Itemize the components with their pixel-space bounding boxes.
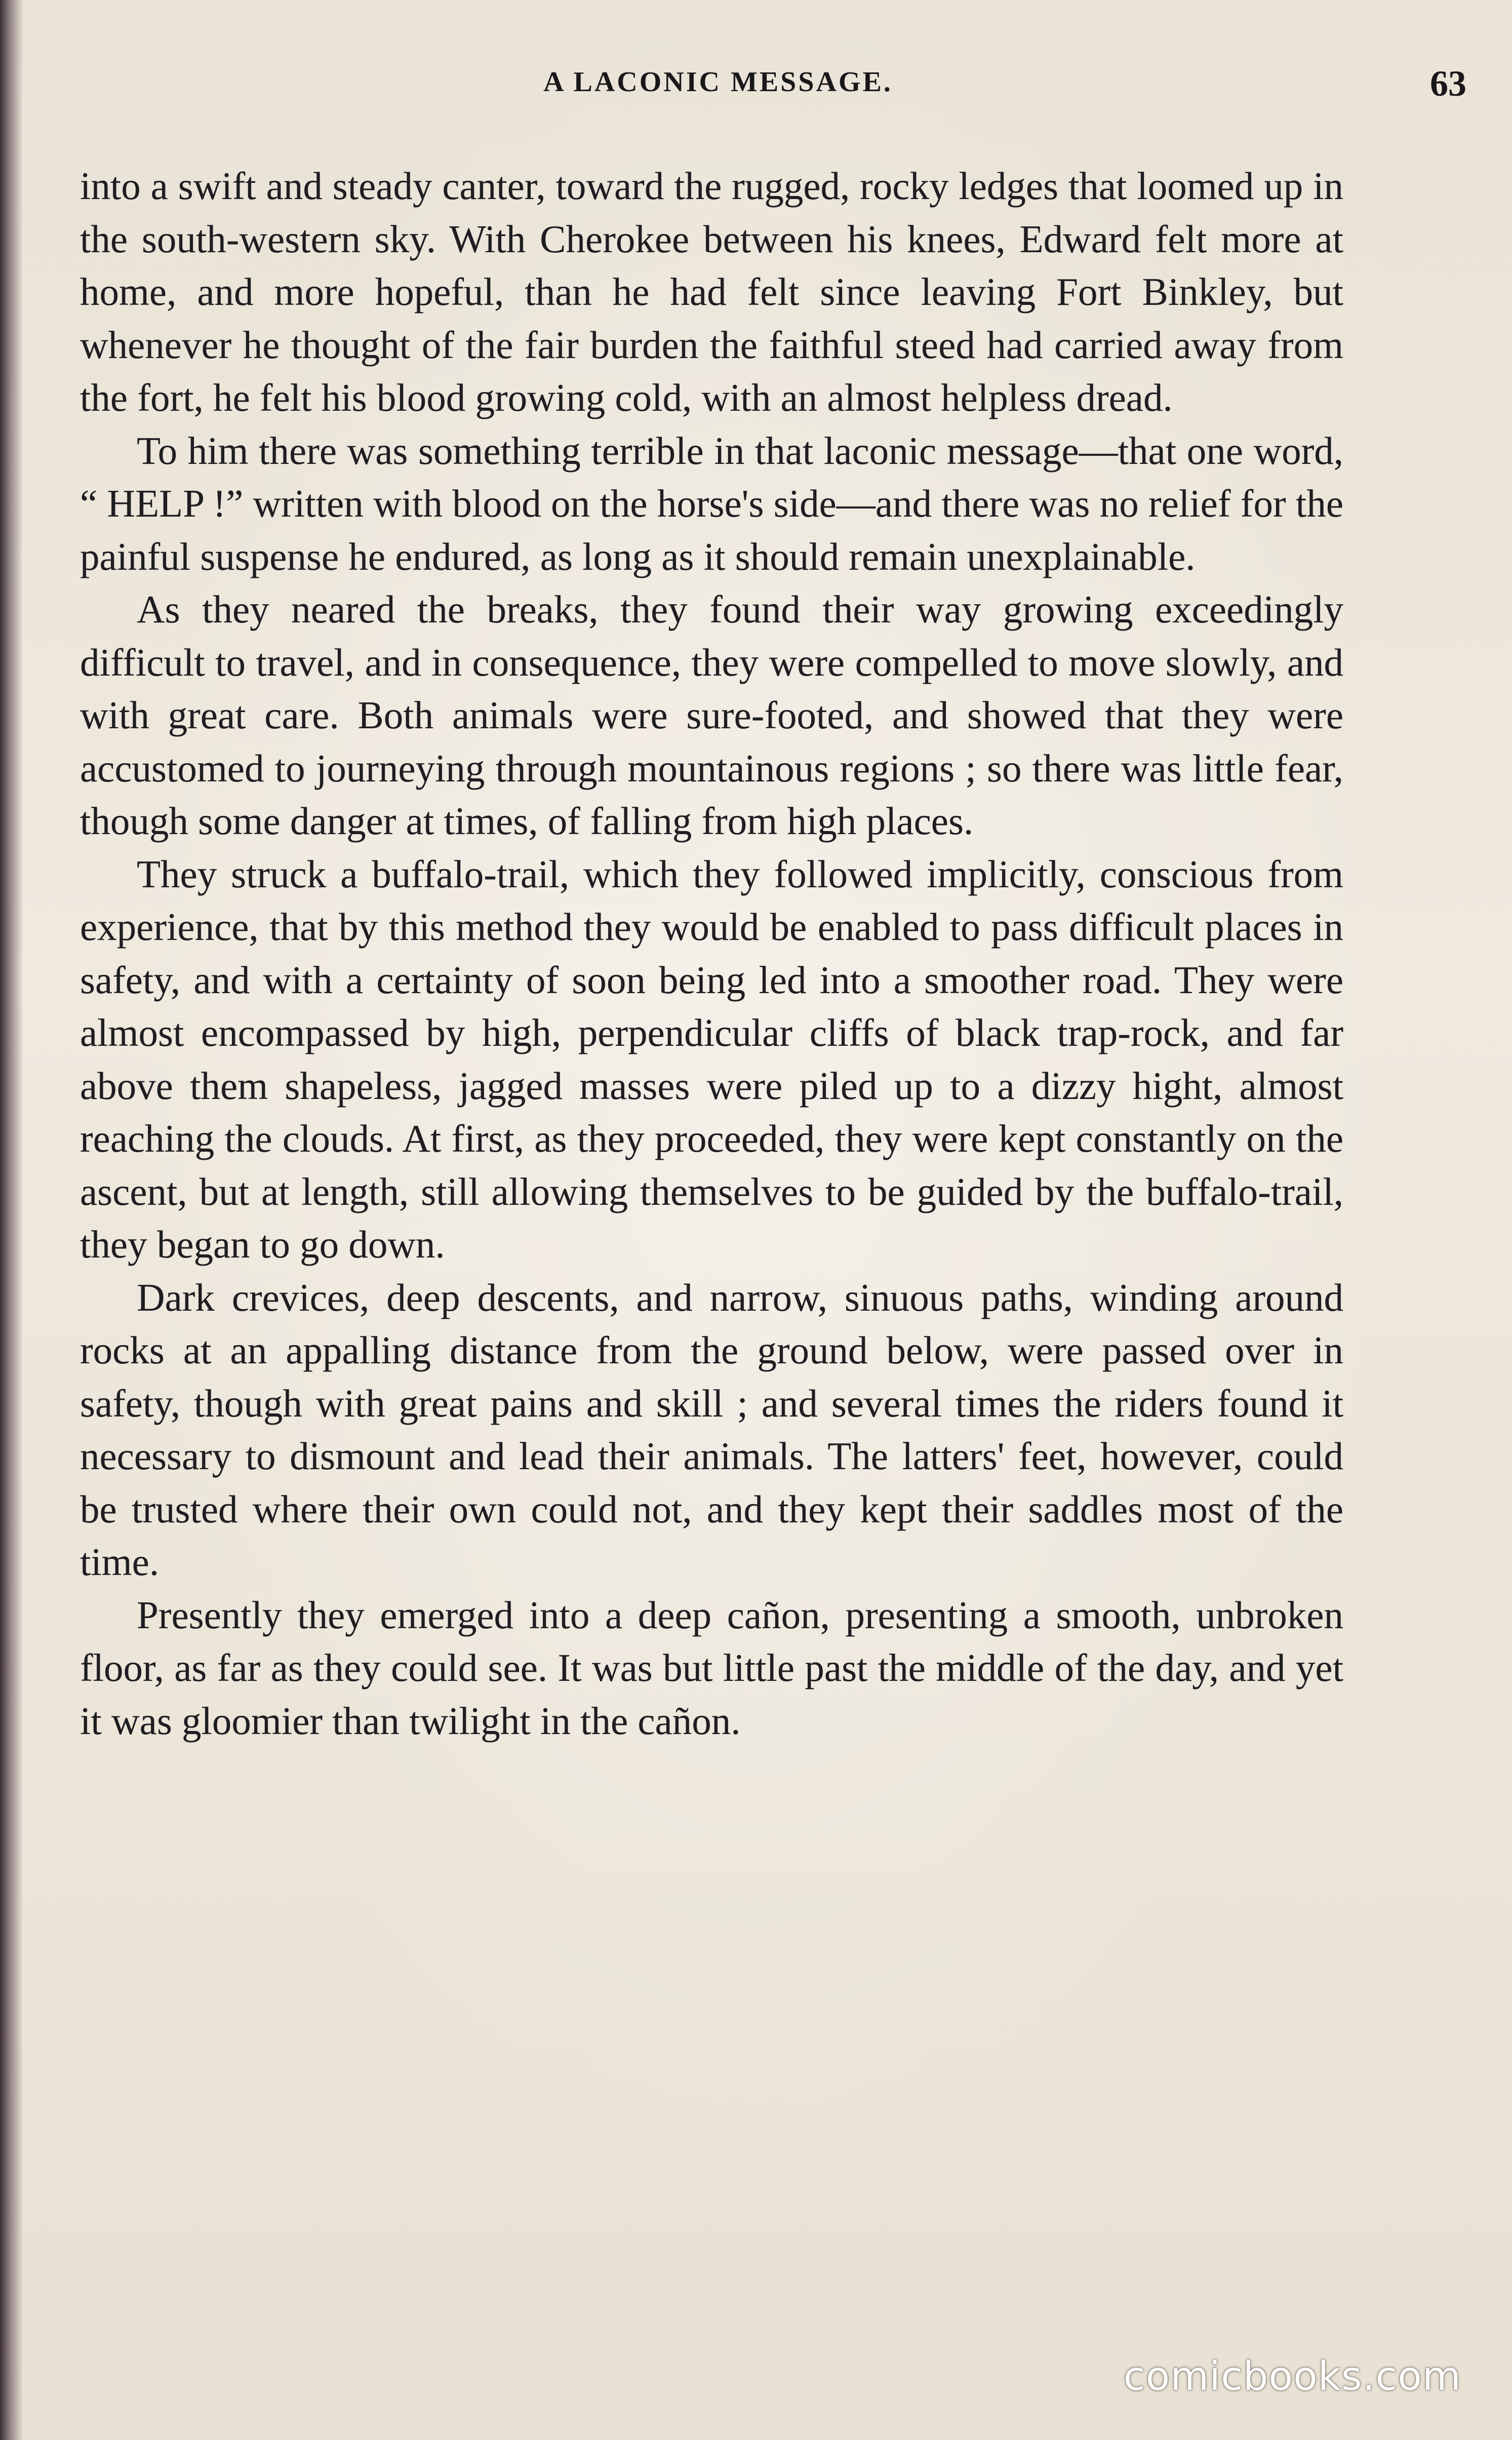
- page-gutter-shadow: [0, 0, 23, 2440]
- watermark: comicbooks.com: [1123, 2354, 1461, 2399]
- paragraph-4: They struck a buffalo-trail, which they followed implicitly, conscious from experience, that by this method they would be enabled to pass difficult places in safety, and with a certainty of soon being led into a smoother road. They were almost encompassed by high, perpendicular cliffs of black trap-rock, and far above them shapeless, jagged masses were piled up to a dizzy hight, almost reaching the clouds. At first, as they proceeded, they were kept constantly on the ascent, but at length, still allowing themselves to be guided by the buffalo-trail, they began to go down.: [80, 852, 1343, 1266]
- paragraph-3: As they neared the breaks, they found their way growing exceedingly difficult to travel, and in consequence, they were compelled to move slowly, and with great care. Both animals were sure-footed, and showed that they were accustomed to journeying through mountainous regions ; so there was little fear, though some danger at times, of falling from high places.: [80, 587, 1343, 843]
- paragraph-5: Dark crevices, deep descents, and narrow, sinuous paths, winding around rocks at an appalling distance from the ground below, were passed over in safety, though with great pains and skill ; and several times the riders found it necessary to dismount and lead their animals. The latters' feet, however, could be trusted where their own could not, and they kept their saddles most of the time.: [80, 1275, 1343, 1584]
- body-text: [80, 160, 1343, 1747]
- paragraph-1: into a swift and steady canter, toward the rugged, rocky ledges that loomed up in the south-western sky. With Cherokee between his knees, Edward felt more at home, and more hopeful, than he had felt since leaving Fort Binkley, but whenever he thought of the fair burden the faithful steed had carried away from the fort, he felt his blood growing cold, with an almost helpless dread.: [80, 164, 1343, 419]
- running-title: A LACONIC MESSAGE.: [543, 66, 893, 98]
- paragraph-2: To him there was something terrible in that laconic message—that one word, “ HELP !” written with blood on the horse's side—and there was no relief for the painful suspense he endured, as long as it should remain unexplainable.: [80, 428, 1343, 578]
- page-header: [76, 63, 1466, 111]
- paragraph-6: Presently they emerged into a deep cañon, presenting a smooth, unbroken floor, as far as they could see. It was but little past the middle of the day, and yet it was gloomier than twilight in the cañon.: [80, 1593, 1343, 1743]
- page-number: 63: [1430, 63, 1466, 104]
